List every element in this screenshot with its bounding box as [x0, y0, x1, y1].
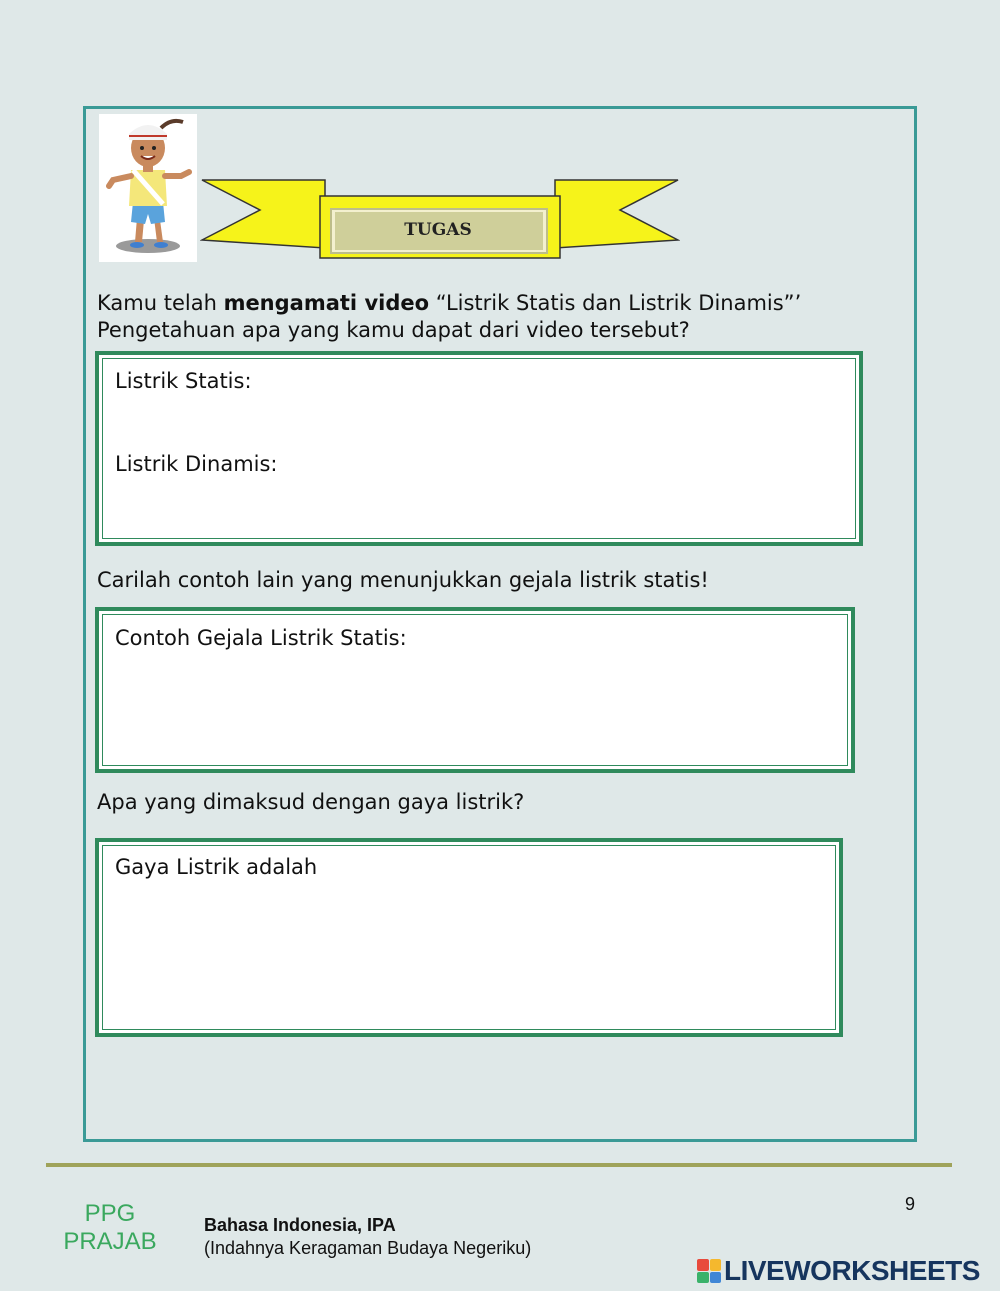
footer-divider [46, 1163, 952, 1167]
answer-box-1[interactable] [95, 351, 863, 546]
liveworksheets-brand[interactable] [697, 1256, 980, 1286]
question-2: Carilah contoh lain yang menunjukkan gejala listrik statis! [97, 568, 709, 592]
question-1-line-2: Pengetahuan apa yang kamu dapat dari video tersebut? [97, 318, 690, 342]
question-1 [97, 290, 801, 317]
footer-subject: Bahasa Indonesia, IPA [204, 1215, 396, 1235]
boy-character-icon [99, 114, 197, 262]
contoh-gejala-label: Contoh Gejala Listrik Statis: [115, 626, 407, 650]
question-3: Apa yang dimaksud dengan gaya listrik? [97, 790, 525, 814]
liveworksheets-text: LIVEWORKSHEETS [724, 1255, 980, 1286]
question-1-bold: mengamati video [223, 291, 430, 315]
answer-box-2[interactable] [95, 607, 855, 773]
listrik-dinamis-label: Listrik Dinamis: [115, 452, 278, 476]
question-1-prefix: Kamu telah [97, 291, 224, 315]
liveworksheets-logo-icon [697, 1259, 721, 1283]
ppg-line-1: PPG [84, 1200, 136, 1227]
gaya-listrik-label: Gaya Listrik adalah [115, 855, 318, 879]
ppg-logo-text [58, 1200, 162, 1256]
listrik-statis-label: Listrik Statis: [115, 369, 252, 393]
ppg-line-2: PRAJAB [63, 1228, 157, 1255]
answer-box-3[interactable] [95, 838, 843, 1037]
page-number: 9 [905, 1194, 916, 1214]
question-1-suffix: “Listrik Statis dan Listrik Dinamis”’ [429, 291, 802, 315]
footer-subtitle: (Indahnya Keragaman Budaya Negeriku) [204, 1238, 532, 1258]
banner-title: TUGAS [404, 220, 472, 240]
mascot-illustration [99, 114, 197, 262]
